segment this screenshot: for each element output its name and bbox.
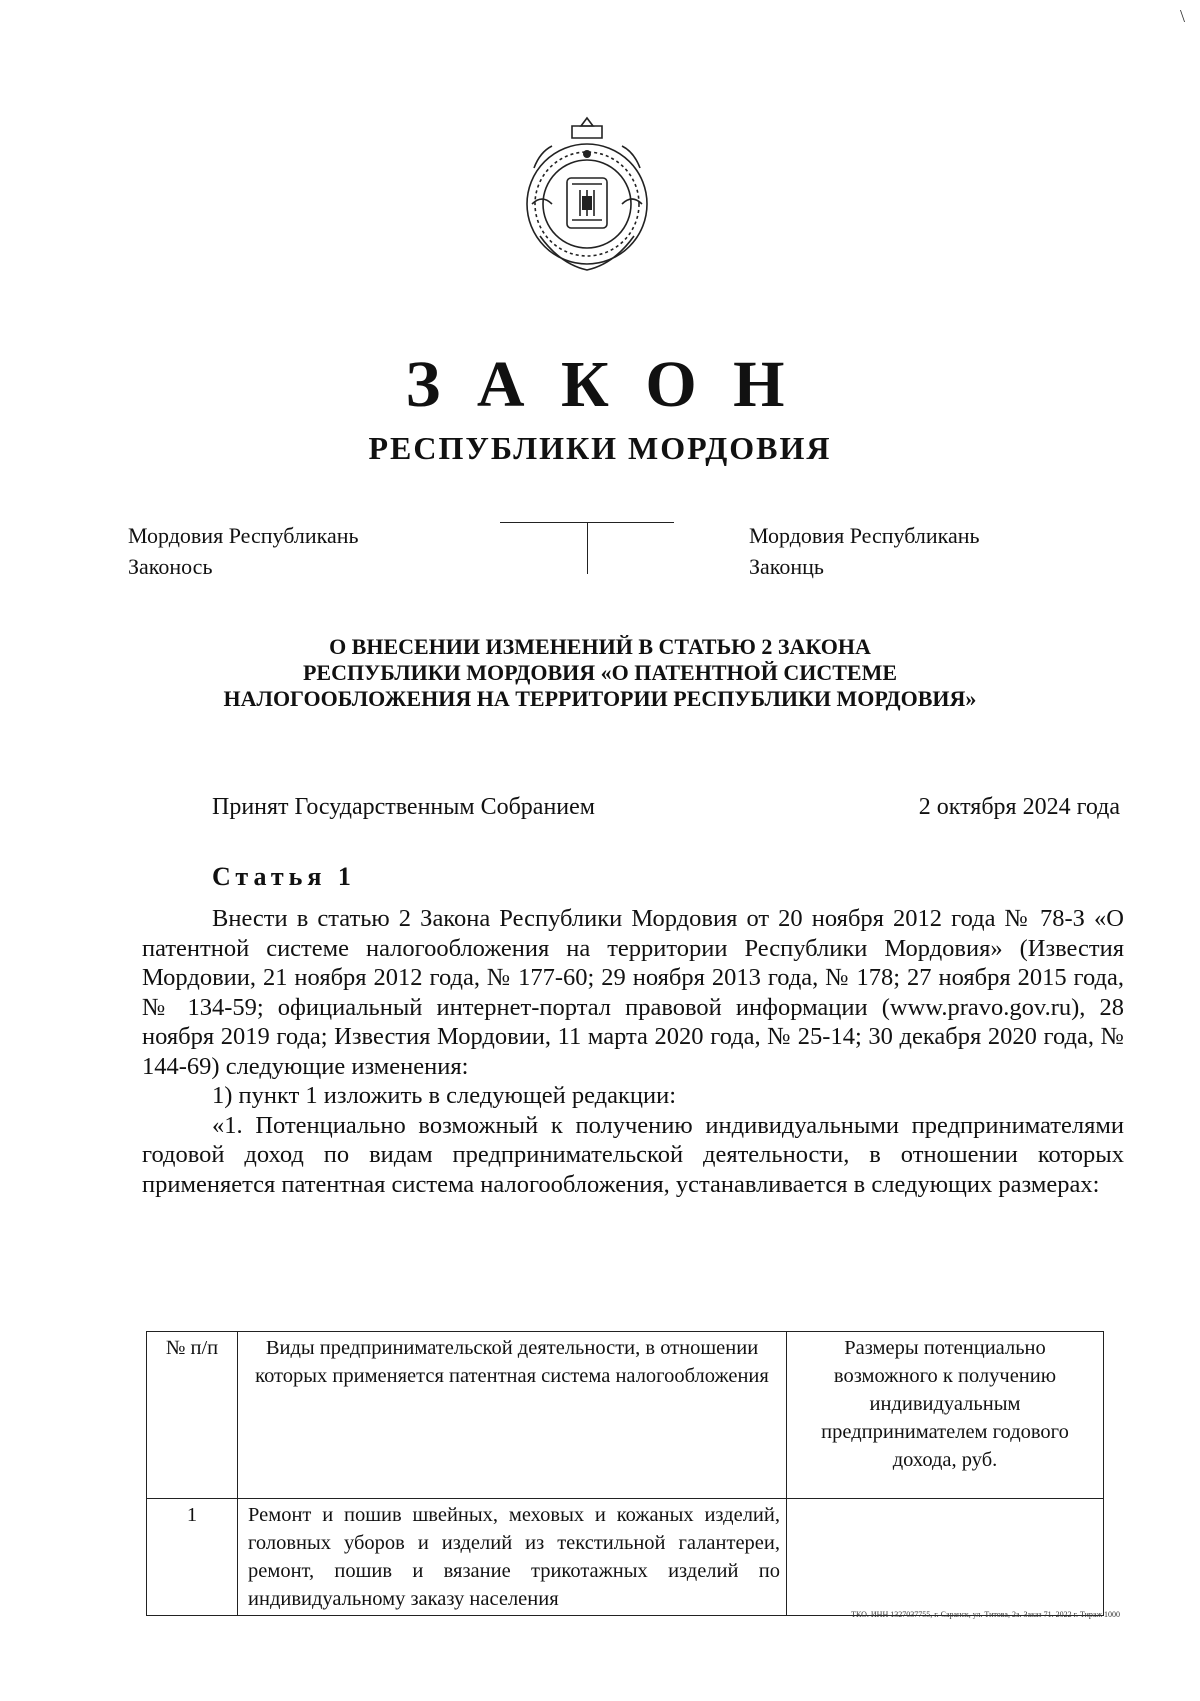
row-activity-kind: Ремонт и пошив швейных, меховых и кожаных изделий, головных уборов и изделий из текстильной галантереи, ремонт, пошив и вязание трикотажных изделий по индивидуальному заказу населения — [238, 1499, 787, 1616]
erzya-title-right — [749, 520, 980, 582]
adoption-label: Принят Государственным Собранием — [212, 794, 595, 820]
corner-mark: \ — [1180, 6, 1186, 26]
registration-number-box — [500, 522, 674, 574]
coat-of-arms-emblem — [512, 116, 662, 276]
document-subtitle: РЕСПУБЛИКИ МОРДОВИЯ — [368, 430, 832, 466]
printer-imprint: ТКО. ИНН 1327037755, г. Саранск, ул. Титова, 2а. Заказ 71. 2022 г. Тираж 1000 — [851, 1610, 1120, 1619]
law-heading-line2: РЕСПУБЛИКИ МОРДОВИЯ «О ПАТЕНТНОЙ СИСТЕМЕ — [302, 660, 898, 685]
article-paragraph-1: Внести в статью 2 Закона Республики Мордовия от 20 ноября 2012 года № 78-З «О патентной системе налогообложения на территории Республики Мордовия» (Известия Мордовии, 21 ноября 2012 года, № 177-60; 29 ноября 2013 года, № 178; 27 ноября 2015 года, № 134-59; официальный интернет-портал правовой информации (www.pravo.gov.ru), 28 ноября 2019 года; Известия Мордовии, 11 марта 2020 года, № 25-14; 30 декабря 2020 года, № 144-69) следующие изменения: — [142, 905, 1124, 1080]
article-paragraph-3: «1. Потенциально возможный к получению индивидуальными предпринимателями годовой доход по видам предпринимательской деятельности, в отношении которых применяется патентная система налогообложения, устанавливается в следующих размерах: — [142, 1111, 1124, 1198]
mokshan-left-line1: Мордовия Республикань — [128, 523, 359, 548]
table-header-row — [147, 1332, 1104, 1499]
header-num: № п/п — [147, 1332, 238, 1499]
header-activity-kind: Виды предпринимательской деятельности, в отношении которых применяется патентная система налогообложения — [238, 1332, 787, 1499]
mokshan-left-line2: Законось — [128, 554, 213, 579]
article-body — [142, 904, 1124, 1199]
law-heading — [0, 634, 1200, 712]
activity-income-table — [146, 1331, 1104, 1616]
mokshan-title-left — [128, 520, 359, 582]
table-row — [147, 1499, 1104, 1616]
row-income-size — [787, 1499, 1104, 1616]
article-paragraph-2: 1) пункт 1 изложить в следующей редакции: — [212, 1082, 677, 1109]
law-heading-line3: НАЛОГООБЛОЖЕНИЯ НА ТЕРРИТОРИИ РЕСПУБЛИКИ МОРДОВИЯ» — [223, 686, 977, 711]
row-num: 1 — [147, 1499, 238, 1616]
header-income-size: Размеры потенциально возможного к получению индивидуальным предпринимателем годового дохода, руб. — [787, 1332, 1104, 1499]
adoption-date: 2 октября 2024 года — [918, 794, 1120, 820]
erzya-right-line1: Мордовия Республикань — [749, 523, 980, 548]
document-title: З А К О Н — [405, 348, 795, 421]
erzya-right-line2: Законць — [749, 554, 824, 579]
law-heading-line1: О ВНЕСЕНИИ ИЗМЕНЕНИЙ В СТАТЬЮ 2 ЗАКОНА — [329, 634, 871, 659]
number-box-divider — [587, 522, 588, 574]
article-title: Статья 1 — [212, 862, 356, 891]
